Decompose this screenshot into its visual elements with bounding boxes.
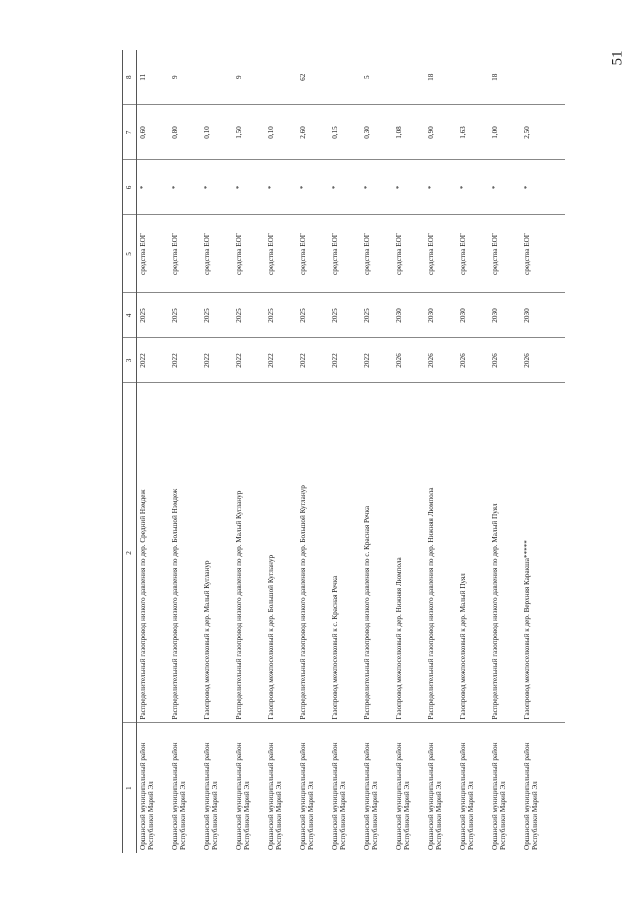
table-row <box>361 50 393 853</box>
count-cell: 9 <box>169 50 201 105</box>
mark-cell: * <box>137 160 169 215</box>
table-row <box>329 50 361 853</box>
table-row <box>201 50 233 853</box>
length-cell: 0,30 <box>361 105 393 160</box>
length-cell: 2,50 <box>521 105 565 160</box>
table-row <box>457 50 489 853</box>
start-year-cell: 2026 <box>489 338 521 383</box>
length-cell: 2,60 <box>297 105 329 160</box>
count-cell: 9 <box>233 50 265 105</box>
funding-source-cell: средства ЕОГ <box>425 215 457 293</box>
object-cell: Распределительный газопровод низкого давления по дер. Малый Кугланур <box>233 383 265 723</box>
column-header: 6 <box>123 160 137 215</box>
start-year-cell: 2026 <box>521 338 565 383</box>
end-year-cell: 2030 <box>393 293 425 338</box>
district-cell: Оршанский муниципальный район Республики Марий Эл <box>234 742 251 850</box>
count-cell <box>457 50 489 105</box>
funding-source-cell: средства ЕОГ <box>457 215 489 293</box>
length-cell: 0,10 <box>265 105 297 160</box>
mark-cell: * <box>393 160 425 215</box>
end-year-cell: 2025 <box>233 293 265 338</box>
column-number-header-row <box>123 50 137 853</box>
district-cell: Оршанский муниципальный район Республики Марий Эл <box>426 742 443 850</box>
mark-cell: * <box>265 160 297 215</box>
start-year-cell: 2022 <box>233 338 265 383</box>
funding-source-cell: средства ЕОГ <box>201 215 233 293</box>
end-year-cell: 2025 <box>329 293 361 338</box>
table-row <box>137 50 169 853</box>
end-year-cell: 2030 <box>521 293 565 338</box>
funding-source-cell: средства ЕОГ <box>329 215 361 293</box>
count-cell <box>201 50 233 105</box>
start-year-cell: 2022 <box>297 338 329 383</box>
end-year-cell: 2025 <box>169 293 201 338</box>
mark-cell: * <box>425 160 457 215</box>
table-row <box>393 50 425 853</box>
mark-cell: * <box>489 160 521 215</box>
count-cell: 62 <box>297 50 329 105</box>
district-cell: Оршанский муниципальный район Республики Марий Эл <box>362 742 379 850</box>
district-cell: Оршанский муниципальный район Республики Марий Эл <box>330 742 347 850</box>
start-year-cell: 2026 <box>393 338 425 383</box>
object-cell: Распределительный газопровод низкого давления по дер. Средний Нэмдеж <box>137 383 169 723</box>
object-cell: Распределительный газопровод низкого давления по с. Красная Речка <box>361 383 393 723</box>
column-header: 4 <box>123 293 137 338</box>
count-cell: 11 <box>137 50 169 105</box>
object-cell: Газопровод межпоселковый к дер. Малый Пуял <box>457 383 489 723</box>
count-cell <box>329 50 361 105</box>
length-cell: 0,10 <box>201 105 233 160</box>
district-cell: Оршанский муниципальный район Республики Марий Эл <box>298 742 315 850</box>
start-year-cell: 2022 <box>265 338 297 383</box>
end-year-cell: 2025 <box>201 293 233 338</box>
funding-source-cell: средства ЕОГ <box>361 215 393 293</box>
object-cell: Газопровод межпоселковый к дер. Нижняя Люмпола <box>393 383 425 723</box>
mark-cell: * <box>361 160 393 215</box>
object-cell: Распределительный газопровод низкого давления по дер. Нижняя Люмпола <box>425 383 457 723</box>
funding-source-cell: средства ЕОГ <box>169 215 201 293</box>
district-cell: Оршанский муниципальный район Республики Марий Эл <box>490 742 507 850</box>
count-cell: 18 <box>425 50 457 105</box>
district-cell: Оршанский муниципальный район Республики Марий Эл <box>394 742 411 850</box>
end-year-cell: 2030 <box>425 293 457 338</box>
page-number: 51 <box>609 50 626 66</box>
column-header: 1 <box>123 723 137 853</box>
length-cell: 1,00 <box>489 105 521 160</box>
length-cell: 0,15 <box>329 105 361 160</box>
object-cell: Газопровод межпоселковый к дер. Большой Кугланур <box>265 383 297 723</box>
table-row <box>425 50 457 853</box>
column-header: 7 <box>123 105 137 160</box>
mark-cell: * <box>169 160 201 215</box>
start-year-cell: 2022 <box>169 338 201 383</box>
district-cell: Оршанский муниципальный район Республики Марий Эл <box>202 742 219 850</box>
district-cell: Оршанский муниципальный район Республики Марий Эл <box>266 742 283 850</box>
count-cell <box>521 50 565 105</box>
object-cell: Распределительный газопровод низкого давления по дер. Большой Нэмдеж <box>169 383 201 723</box>
length-cell: 0,80 <box>169 105 201 160</box>
funding-source-cell: средства ЕОГ <box>137 215 169 293</box>
mark-cell: * <box>201 160 233 215</box>
count-cell: 18 <box>489 50 521 105</box>
gas-pipeline-table <box>122 50 565 853</box>
rotated-table-container <box>122 50 547 853</box>
count-cell: 5 <box>361 50 393 105</box>
funding-source-cell: средства ЕОГ <box>233 215 265 293</box>
object-cell: Газопровод межпоселковый к дер. Малый Кугланур <box>201 383 233 723</box>
funding-source-cell: средства ЕОГ <box>521 215 565 293</box>
length-cell: 1,50 <box>233 105 265 160</box>
table-row <box>489 50 521 853</box>
end-year-cell: 2025 <box>297 293 329 338</box>
length-cell: 1,08 <box>393 105 425 160</box>
object-cell: Газопровод межпоселковый к дер. Верхняя Каракша***** <box>521 383 565 723</box>
start-year-cell: 2022 <box>137 338 169 383</box>
length-cell: 0,60 <box>137 105 169 160</box>
district-cell: Оршанский муниципальный район Республики Марий Эл <box>458 742 475 850</box>
mark-cell: * <box>329 160 361 215</box>
length-cell: 0,90 <box>425 105 457 160</box>
length-cell: 1,63 <box>457 105 489 160</box>
start-year-cell: 2026 <box>425 338 457 383</box>
funding-source-cell: средства ЕОГ <box>265 215 297 293</box>
table-row <box>521 50 565 853</box>
district-cell: Оршанский муниципальный район Республики Марий Эл <box>139 742 156 850</box>
object-cell: Распределительный газопровод низкого давления по дер. Большой Кугланур <box>297 383 329 723</box>
end-year-cell: 2030 <box>457 293 489 338</box>
mark-cell: * <box>457 160 489 215</box>
mark-cell: * <box>521 160 565 215</box>
funding-source-cell: средства ЕОГ <box>393 215 425 293</box>
column-header: 3 <box>123 338 137 383</box>
column-header: 8 <box>123 50 137 105</box>
start-year-cell: 2022 <box>361 338 393 383</box>
table-row <box>297 50 329 853</box>
start-year-cell: 2026 <box>457 338 489 383</box>
table-row <box>233 50 265 853</box>
column-header: 5 <box>123 215 137 293</box>
end-year-cell: 2025 <box>265 293 297 338</box>
object-cell: Газопровод межпоселковый к с. Красная Речка <box>329 383 361 723</box>
district-cell: Оршанский муниципальный район Республики Марий Эл <box>170 742 187 850</box>
count-cell <box>393 50 425 105</box>
start-year-cell: 2022 <box>329 338 361 383</box>
mark-cell: * <box>233 160 265 215</box>
funding-source-cell: средства ЕОГ <box>297 215 329 293</box>
district-cell: Оршанский муниципальный район Республики Марий Эл <box>522 742 539 850</box>
end-year-cell: 2025 <box>361 293 393 338</box>
funding-source-cell: средства ЕОГ <box>489 215 521 293</box>
start-year-cell: 2022 <box>201 338 233 383</box>
table-row <box>265 50 297 853</box>
end-year-cell: 2030 <box>489 293 521 338</box>
mark-cell: * <box>297 160 329 215</box>
object-cell: Распределительный газопровод низкого давления по дер. Малый Пуял <box>489 383 521 723</box>
column-header: 2 <box>123 383 137 723</box>
count-cell <box>265 50 297 105</box>
table-row <box>169 50 201 853</box>
end-year-cell: 2025 <box>137 293 169 338</box>
